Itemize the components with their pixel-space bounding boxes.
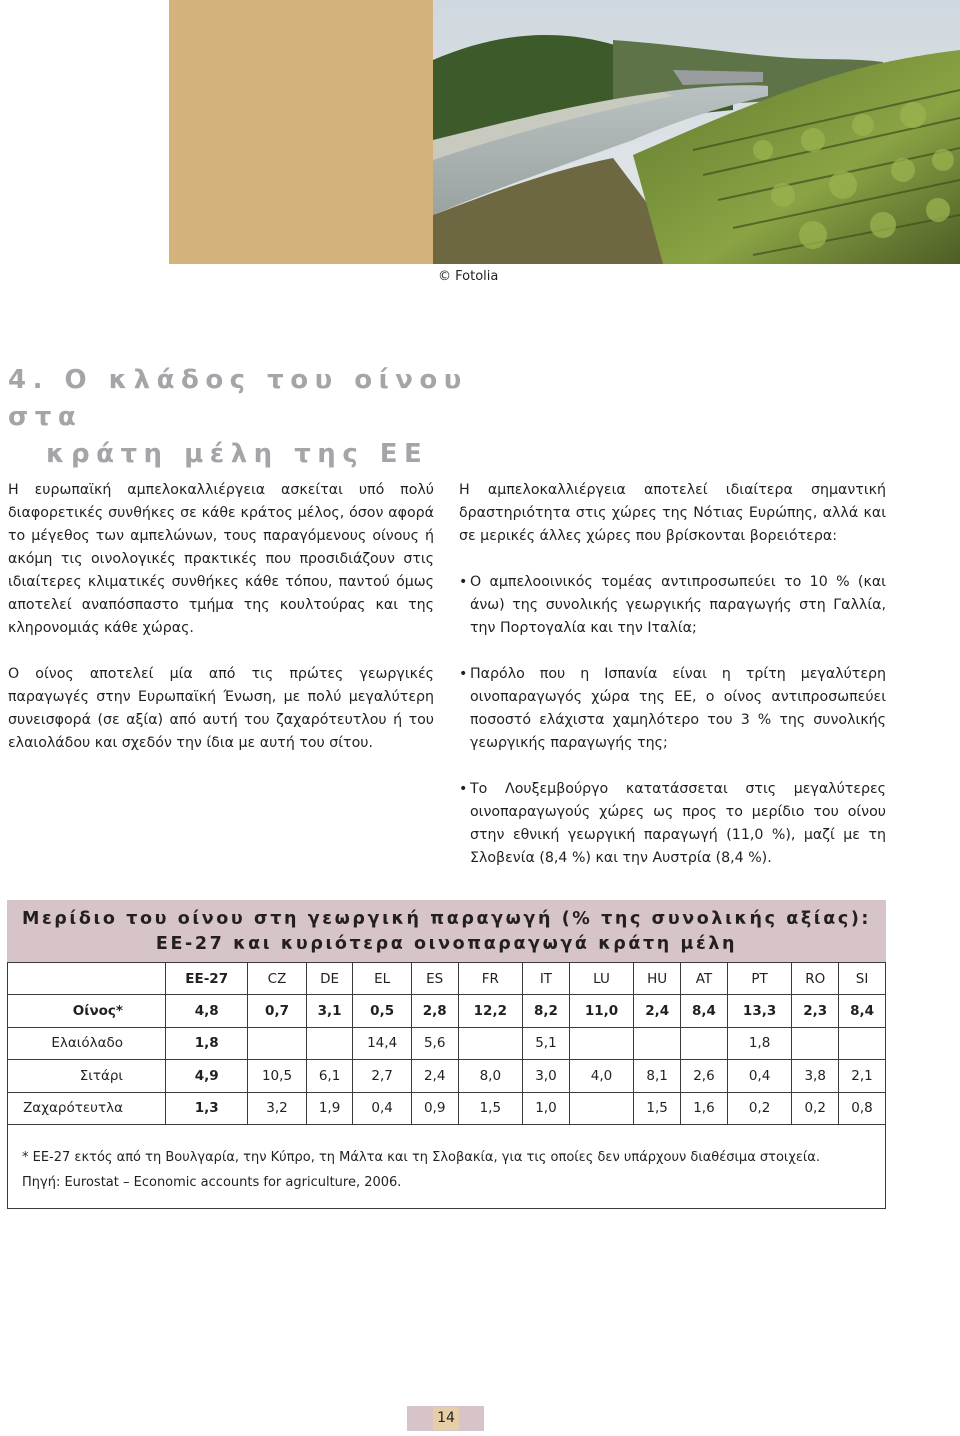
table-cell: 2,3 bbox=[792, 995, 839, 1027]
bullet-item: • Το Λουξεμβούργο κατατάσσεται στις μεγαλύτερες οινοπαραγωγούς χώρες ως προς το μερίδιο του οίνου στην εθνική γεωργική παραγωγή (11,0 %), μαζί με τη Σλοβενία (8,4 %) και την Αυστρία (8,4 %). bbox=[459, 778, 886, 870]
column-header: IT bbox=[523, 963, 570, 995]
table-cell: 2,4 bbox=[411, 1060, 458, 1092]
bullet-list bbox=[459, 571, 886, 870]
table-row bbox=[8, 1092, 886, 1124]
table-cell: 2,7 bbox=[353, 1060, 411, 1092]
table-corner-cell bbox=[8, 963, 166, 995]
photo-credit: © Fotolia bbox=[438, 269, 499, 284]
table-cell: 11,0 bbox=[569, 995, 633, 1027]
table-cell: 8,4 bbox=[681, 995, 728, 1027]
table-notes bbox=[7, 1125, 886, 1209]
wine-share-table-box bbox=[7, 900, 886, 1209]
decorative-tan-block bbox=[169, 0, 433, 264]
column-header: RO bbox=[792, 963, 839, 995]
body-paragraph: Η ευρωπαϊκή αμπελοκαλλιέργεια ασκείται υπό πολύ διαφορετικές συνθήκες σε κάθε κράτος μέλος, όσον αφορά το μέγεθος των αμπελώνων, τους παραγόμενους οίνους ή ακόμη τις οινολογικές πρακτικές που προσιδιάζουν στις ιδιαίτερες κλιματικές συνθήκες κάθε τόπου, παντού όμως αποτελεί αναπόσπαστο τμήμα της κουλτούρας και της κληρονομιάς κάθε χώρας. bbox=[8, 482, 434, 636]
table-cell: 2,1 bbox=[839, 1060, 886, 1092]
table-cell: 0,5 bbox=[353, 995, 411, 1027]
table-cell bbox=[569, 1092, 633, 1124]
table-cell: 5,1 bbox=[523, 1027, 570, 1059]
table-cell: 8,0 bbox=[458, 1060, 522, 1092]
table-cell: 1,6 bbox=[681, 1092, 728, 1124]
table-cell: 12,2 bbox=[458, 995, 522, 1027]
column-header: ES bbox=[411, 963, 458, 995]
left-column bbox=[8, 479, 434, 778]
table-cell bbox=[634, 1027, 681, 1059]
table-row bbox=[8, 995, 886, 1027]
column-header: SI bbox=[839, 963, 886, 995]
table-title-line2: ΕΕ-27 και κυριότερα οινοπαραγωγά κράτη μέλη bbox=[155, 934, 738, 954]
row-label: Ελαιόλαδο bbox=[8, 1027, 166, 1059]
column-header: LU bbox=[569, 963, 633, 995]
table-cell: 1,3 bbox=[166, 1092, 248, 1124]
row-label: Ζαχαρότευτλα bbox=[8, 1092, 166, 1124]
table-header-row bbox=[8, 963, 886, 995]
table-cell: 8,2 bbox=[523, 995, 570, 1027]
table-cell: 0,8 bbox=[839, 1092, 886, 1124]
table-cell: 2,8 bbox=[411, 995, 458, 1027]
chapter-title bbox=[8, 362, 468, 473]
table-cell: 4,8 bbox=[166, 995, 248, 1027]
right-intro-paragraph: Η αμπελοκαλλιέργεια αποτελεί ιδιαίτερα σημαντική δραστηριότητα στις χώρες της Νότιας Ευρώπης, αλλά και σε μερικές άλλες χώρες που βρίσκονται βορειότερα: bbox=[459, 482, 886, 544]
table-cell: 1,8 bbox=[166, 1027, 248, 1059]
table-cell: 2,4 bbox=[634, 995, 681, 1027]
table-cell: 3,0 bbox=[523, 1060, 570, 1092]
column-header: FR bbox=[458, 963, 522, 995]
table-cell: 3,2 bbox=[248, 1092, 306, 1124]
table-cell bbox=[248, 1027, 306, 1059]
bullet-item: • Ο αμπελοοινικός τομέας αντιπροσωπεύει το 10 % (και άνω) της συνολικής γεωργικής παραγωγής στη Γαλλία, την Πορτογαλία και την Ιταλία; bbox=[459, 571, 886, 640]
table-cell: 1,0 bbox=[523, 1092, 570, 1124]
table-footnote: * ΕΕ-27 εκτός από τη Βουλγαρία, την Κύπρο, τη Μάλτα και τη Σλοβακία, για τις οποίες δεν υπάρχουν διαθέσιμα στοιχεία. bbox=[22, 1149, 820, 1165]
table-cell bbox=[306, 1027, 353, 1059]
table-cell: 1,5 bbox=[458, 1092, 522, 1124]
table-cell: 2,6 bbox=[681, 1060, 728, 1092]
table-cell: 8,4 bbox=[839, 995, 886, 1027]
row-label: Οίνος* bbox=[8, 995, 166, 1027]
table-cell: 10,5 bbox=[248, 1060, 306, 1092]
table-cell: 0,2 bbox=[792, 1092, 839, 1124]
chapter-title-line2: κράτη μέλη της ΕΕ bbox=[46, 439, 429, 469]
column-header: CZ bbox=[248, 963, 306, 995]
row-label: Σιτάρι bbox=[8, 1060, 166, 1092]
table-cell: 0,9 bbox=[411, 1092, 458, 1124]
table-cell: 5,6 bbox=[411, 1027, 458, 1059]
vineyard-river-photo bbox=[433, 0, 960, 264]
table-cell: 3,8 bbox=[792, 1060, 839, 1092]
table-cell bbox=[681, 1027, 728, 1059]
bullet-item: • Παρόλο που η Ισπανία είναι η τρίτη μεγαλύτερη οινοπαραγωγός χώρα της ΕΕ, ο οίνος αντιπροσωπεύει ποσοστό ελάχιστα χαμηλότερο του 3 % της συνολικής γεωργικής παραγωγής της; bbox=[459, 663, 886, 755]
table-cell: 0,2 bbox=[727, 1092, 791, 1124]
table-cell: 6,1 bbox=[306, 1060, 353, 1092]
table-title bbox=[7, 900, 886, 962]
table-cell: 3,1 bbox=[306, 995, 353, 1027]
page-number-box bbox=[407, 1406, 484, 1431]
table-cell: 0,7 bbox=[248, 995, 306, 1027]
page-number: 14 bbox=[433, 1407, 459, 1430]
table-cell: 0,4 bbox=[727, 1060, 791, 1092]
table-cell: 0,4 bbox=[353, 1092, 411, 1124]
table-cell bbox=[839, 1027, 886, 1059]
table-cell: 4,0 bbox=[569, 1060, 633, 1092]
table-cell: 1,9 bbox=[306, 1092, 353, 1124]
column-header: HU bbox=[634, 963, 681, 995]
table-row bbox=[8, 1060, 886, 1092]
table-cell: 14,4 bbox=[353, 1027, 411, 1059]
table-cell bbox=[569, 1027, 633, 1059]
column-header: EL bbox=[353, 963, 411, 995]
column-header: ΕΕ-27 bbox=[166, 963, 248, 995]
table-cell: 4,9 bbox=[166, 1060, 248, 1092]
table-cell: 1,5 bbox=[634, 1092, 681, 1124]
right-column bbox=[459, 479, 886, 893]
column-header: PT bbox=[727, 963, 791, 995]
table-cell: 8,1 bbox=[634, 1060, 681, 1092]
table-cell bbox=[458, 1027, 522, 1059]
table-source: Πηγή: Eurostat – Economic accounts for agriculture, 2006. bbox=[22, 1174, 402, 1190]
column-header: AT bbox=[681, 963, 728, 995]
table-row bbox=[8, 1027, 886, 1059]
table-cell: 1,8 bbox=[727, 1027, 791, 1059]
body-paragraph: Ο οίνος αποτελεί μία από τις πρώτες γεωργικές παραγωγές στην Ευρωπαϊκή Ένωση, με πολύ μεγαλύτερη συνεισφορά (σε αξία) από αυτή του ζαχαρότευτλου ή του ελαιολάδου και σχεδόν την ίδια με αυτή του σίτου. bbox=[8, 666, 434, 751]
table-cell: 13,3 bbox=[727, 995, 791, 1027]
wine-share-table bbox=[7, 962, 886, 1125]
table-cell bbox=[792, 1027, 839, 1059]
chapter-title-line1: 4. Ο κλάδος του οίνου στα bbox=[8, 365, 468, 432]
column-header: DE bbox=[306, 963, 353, 995]
table-title-line1: Μερίδιο του οίνου στη γεωργική παραγωγή (% της συνολικής αξίας): bbox=[21, 909, 872, 929]
